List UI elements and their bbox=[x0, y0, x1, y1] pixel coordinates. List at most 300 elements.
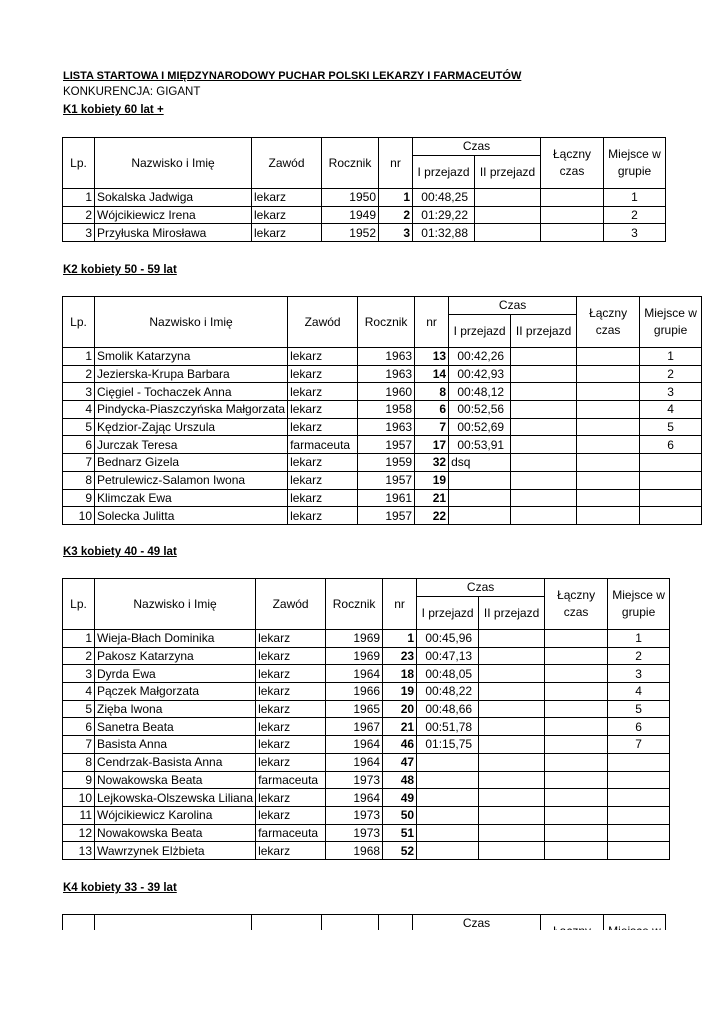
table-row bbox=[63, 771, 670, 789]
table-row bbox=[63, 806, 670, 824]
cell-job: lekarz bbox=[288, 348, 358, 366]
cell-job: lekarz bbox=[256, 806, 326, 824]
cell-place: 5 bbox=[608, 700, 670, 718]
header-lp: Lp. bbox=[63, 138, 95, 189]
cell-total bbox=[545, 718, 608, 736]
cell-total bbox=[545, 700, 608, 718]
cell-run2 bbox=[511, 401, 577, 419]
header-run2: II przejazd bbox=[479, 597, 545, 630]
cell-lp: 2 bbox=[63, 647, 95, 665]
cell-name: Dyrda Ewa bbox=[95, 665, 256, 683]
header-place: Miejsce w grupie bbox=[608, 579, 670, 630]
cell-year: 1963 bbox=[358, 418, 415, 436]
cell-name: Cięgiel - Tochaczek Anna bbox=[95, 383, 288, 401]
cell-year: 1958 bbox=[358, 401, 415, 419]
cell-run2 bbox=[511, 348, 577, 366]
results-table bbox=[62, 137, 666, 242]
cell-job: lekarz bbox=[252, 189, 322, 207]
section-title: K3 kobiety 40 - 49 lat bbox=[63, 546, 177, 558]
cell-name: Jurczak Teresa bbox=[95, 436, 288, 454]
cell-year: 1973 bbox=[326, 806, 383, 824]
cell-total bbox=[545, 789, 608, 807]
cell-job: lekarz bbox=[252, 206, 322, 224]
cell-run1: 00:53,91 bbox=[449, 436, 511, 454]
cell-place: 1 bbox=[604, 189, 666, 207]
cell-place: 5 bbox=[640, 418, 702, 436]
results-table bbox=[62, 296, 702, 525]
cell-run1 bbox=[417, 771, 479, 789]
cell-run2 bbox=[479, 806, 545, 824]
cell-place bbox=[608, 753, 670, 771]
header-run2: II przejazd bbox=[511, 315, 577, 348]
cell-name: Wójcikiewicz Karolina bbox=[95, 806, 256, 824]
cell-run1 bbox=[449, 471, 511, 489]
cell-place: 3 bbox=[604, 224, 666, 242]
cell-nr: 48 bbox=[383, 771, 417, 789]
cell-job: lekarz bbox=[256, 630, 326, 648]
header-name: Nazwisko i Imię bbox=[95, 138, 252, 189]
cell-job: lekarz bbox=[288, 507, 358, 525]
cell-lp: 4 bbox=[63, 683, 95, 701]
cell-nr: 13 bbox=[415, 348, 449, 366]
table-row bbox=[63, 224, 666, 242]
cell-lp: 11 bbox=[63, 806, 95, 824]
cell-run1: 00:45,96 bbox=[417, 630, 479, 648]
cell-run2 bbox=[479, 771, 545, 789]
table-row bbox=[63, 436, 702, 454]
header-lp: Lp. bbox=[63, 297, 95, 348]
cell-run1: 01:32,88 bbox=[413, 224, 475, 242]
cell-name: Petrulewicz-Salamon Iwona bbox=[95, 471, 288, 489]
cell-year: 1964 bbox=[326, 789, 383, 807]
cell-run2 bbox=[511, 383, 577, 401]
cell-nr: 3 bbox=[379, 224, 413, 242]
header-job: Zawód bbox=[252, 138, 322, 189]
cell-place: 2 bbox=[640, 365, 702, 383]
cell-job: lekarz bbox=[256, 683, 326, 701]
competition-label: KONKURENCJA: GIGANT bbox=[63, 86, 201, 98]
cell-year: 1968 bbox=[326, 842, 383, 860]
cell-run1: 00:48,05 bbox=[417, 665, 479, 683]
cell-place: 3 bbox=[608, 665, 670, 683]
header-run1: I przejazd bbox=[413, 156, 475, 189]
cell-nr: 21 bbox=[415, 489, 449, 507]
cell-place: 6 bbox=[640, 436, 702, 454]
cell-lp: 8 bbox=[63, 753, 95, 771]
cell-lp: 10 bbox=[63, 789, 95, 807]
cell-run1: 00:42,26 bbox=[449, 348, 511, 366]
table-row bbox=[63, 348, 702, 366]
cell-total bbox=[545, 824, 608, 842]
cell-run2 bbox=[475, 189, 541, 207]
cell-run2 bbox=[479, 683, 545, 701]
header-czas: Czas bbox=[413, 138, 541, 156]
header-year: Rocznik bbox=[358, 297, 415, 348]
table-row bbox=[63, 189, 666, 207]
header-nr: nr bbox=[383, 579, 417, 630]
cell-run2 bbox=[511, 454, 577, 472]
cell-run1: 00:51,78 bbox=[417, 718, 479, 736]
cell-year: 1952 bbox=[322, 224, 379, 242]
cell-name: Pindycka-Piaszczyńska Małgorzata bbox=[95, 401, 288, 419]
cell-total bbox=[577, 365, 640, 383]
cell-year: 1957 bbox=[358, 507, 415, 525]
cell-name: Basista Anna bbox=[95, 736, 256, 754]
table-row bbox=[63, 647, 670, 665]
cell-nr: 46 bbox=[383, 736, 417, 754]
header-place: Miejsce w grupie bbox=[604, 138, 666, 189]
cell-total bbox=[545, 665, 608, 683]
cell-total bbox=[577, 436, 640, 454]
cell-place bbox=[640, 507, 702, 525]
cell-lp: 2 bbox=[63, 365, 95, 383]
cell-lp: 9 bbox=[63, 771, 95, 789]
cell-lp: 3 bbox=[63, 224, 95, 242]
cell-year: 1960 bbox=[358, 383, 415, 401]
cell-run1: 00:42,93 bbox=[449, 365, 511, 383]
cell-lp: 1 bbox=[63, 630, 95, 648]
cell-year: 1961 bbox=[358, 489, 415, 507]
cell-total bbox=[545, 630, 608, 648]
cell-run2 bbox=[479, 700, 545, 718]
cell-total bbox=[577, 401, 640, 419]
table-row bbox=[63, 789, 670, 807]
header-nr: nr bbox=[415, 297, 449, 348]
cell-job: lekarz bbox=[256, 647, 326, 665]
cell-run2 bbox=[479, 647, 545, 665]
cell-run1 bbox=[417, 789, 479, 807]
cell-nr: 18 bbox=[383, 665, 417, 683]
header-name: Nazwisko i Imię bbox=[95, 297, 288, 348]
cell-total bbox=[541, 206, 604, 224]
cell-name: Sanetra Beata bbox=[95, 718, 256, 736]
header-row bbox=[63, 579, 670, 597]
table-row bbox=[63, 418, 702, 436]
cell-name: Klimczak Ewa bbox=[95, 489, 288, 507]
header-czas: Czas bbox=[417, 579, 545, 597]
cell-place bbox=[608, 806, 670, 824]
cell-run1 bbox=[449, 507, 511, 525]
header-lp: Lp. bbox=[63, 579, 95, 630]
cell-run1: 01:15,75 bbox=[417, 736, 479, 754]
cell-lp: 4 bbox=[63, 401, 95, 419]
cell-name: Cendrzak-Basista Anna bbox=[95, 753, 256, 771]
cell-name: Bednarz Gizela bbox=[95, 454, 288, 472]
cell-year: 1973 bbox=[326, 771, 383, 789]
cell-name: Przyłuska Mirosława bbox=[95, 224, 252, 242]
cell-total bbox=[577, 454, 640, 472]
table-row bbox=[63, 753, 670, 771]
cell-total bbox=[541, 189, 604, 207]
cell-lp: 5 bbox=[63, 700, 95, 718]
cell-place: 1 bbox=[608, 630, 670, 648]
cell-place: 4 bbox=[640, 401, 702, 419]
cell-name: Nowakowska Beata bbox=[95, 771, 256, 789]
cell-job: lekarz bbox=[256, 789, 326, 807]
cell-run2 bbox=[479, 842, 545, 860]
cell-lp: 9 bbox=[63, 489, 95, 507]
cell-name: Jezierska-Krupa Barbara bbox=[95, 365, 288, 383]
cell-place: 7 bbox=[608, 736, 670, 754]
cell-run1: 01:29,22 bbox=[413, 206, 475, 224]
cell-total bbox=[545, 647, 608, 665]
table-row bbox=[63, 507, 702, 525]
cell-run1 bbox=[449, 489, 511, 507]
cell-run2 bbox=[511, 507, 577, 525]
cell-name: Nowakowska Beata bbox=[95, 824, 256, 842]
page-cutoff bbox=[0, 930, 725, 1024]
cell-nr: 7 bbox=[415, 418, 449, 436]
cell-run2 bbox=[479, 630, 545, 648]
cell-year: 1965 bbox=[326, 700, 383, 718]
table-row bbox=[63, 454, 702, 472]
cell-nr: 22 bbox=[415, 507, 449, 525]
cell-run1 bbox=[417, 842, 479, 860]
cell-lp: 1 bbox=[63, 348, 95, 366]
table-row bbox=[63, 824, 670, 842]
cell-total bbox=[545, 806, 608, 824]
cell-run1: 00:52,69 bbox=[449, 418, 511, 436]
cell-name: Wójcikiewicz Irena bbox=[95, 206, 252, 224]
cell-run1: 00:48,12 bbox=[449, 383, 511, 401]
cell-nr: 23 bbox=[383, 647, 417, 665]
cell-job: farmaceuta bbox=[256, 824, 326, 842]
cell-total bbox=[577, 489, 640, 507]
cell-job: lekarz bbox=[288, 383, 358, 401]
header-total: Łączny czas bbox=[545, 579, 608, 630]
table-row bbox=[63, 471, 702, 489]
cell-nr: 2 bbox=[379, 206, 413, 224]
cell-name: Kędzior-Zając Urszula bbox=[95, 418, 288, 436]
table-row bbox=[63, 700, 670, 718]
cell-year: 1969 bbox=[326, 630, 383, 648]
cell-year: 1967 bbox=[326, 718, 383, 736]
cell-name: Wawrzynek Elżbieta bbox=[95, 842, 256, 860]
cell-run2 bbox=[511, 418, 577, 436]
cell-run2 bbox=[511, 436, 577, 454]
cell-nr: 6 bbox=[415, 401, 449, 419]
cell-job: lekarz bbox=[256, 665, 326, 683]
cell-lp: 13 bbox=[63, 842, 95, 860]
cell-place: 2 bbox=[604, 206, 666, 224]
cell-nr: 47 bbox=[383, 753, 417, 771]
header-place: Miejsce w grupie bbox=[640, 297, 702, 348]
table-row bbox=[63, 736, 670, 754]
cell-run1: 00:47,13 bbox=[417, 647, 479, 665]
table-row bbox=[63, 718, 670, 736]
cell-total bbox=[545, 753, 608, 771]
table-row bbox=[63, 665, 670, 683]
cell-place bbox=[608, 789, 670, 807]
cell-name: Zięba Iwona bbox=[95, 700, 256, 718]
header-czas: Czas bbox=[413, 915, 541, 933]
cell-run2 bbox=[475, 224, 541, 242]
cell-place bbox=[640, 454, 702, 472]
cell-run2 bbox=[479, 753, 545, 771]
cell-year: 1964 bbox=[326, 736, 383, 754]
cell-job: lekarz bbox=[256, 842, 326, 860]
cell-name: Smolik Katarzyna bbox=[95, 348, 288, 366]
cell-nr: 1 bbox=[379, 189, 413, 207]
cell-year: 1957 bbox=[358, 471, 415, 489]
cell-year: 1950 bbox=[322, 189, 379, 207]
header-run2: II przejazd bbox=[475, 156, 541, 189]
cell-total bbox=[577, 383, 640, 401]
cell-lp: 7 bbox=[63, 736, 95, 754]
cell-place bbox=[608, 842, 670, 860]
cell-place bbox=[608, 824, 670, 842]
cell-year: 1969 bbox=[326, 647, 383, 665]
header-name: Nazwisko i Imię bbox=[95, 579, 256, 630]
cell-job: lekarz bbox=[288, 489, 358, 507]
cell-nr: 19 bbox=[383, 683, 417, 701]
cell-job: farmaceuta bbox=[256, 771, 326, 789]
header-nr: nr bbox=[379, 138, 413, 189]
cell-total bbox=[541, 224, 604, 242]
header-row bbox=[63, 297, 702, 315]
cell-run2 bbox=[511, 471, 577, 489]
cell-run2 bbox=[479, 718, 545, 736]
cell-lp: 1 bbox=[63, 189, 95, 207]
cell-total bbox=[577, 507, 640, 525]
header-total: Łączny czas bbox=[541, 138, 604, 189]
cell-year: 1959 bbox=[358, 454, 415, 472]
header-run1: I przejazd bbox=[449, 315, 511, 348]
section-title: K2 kobiety 50 - 59 lat bbox=[63, 264, 177, 276]
cell-nr: 21 bbox=[383, 718, 417, 736]
cell-nr: 17 bbox=[415, 436, 449, 454]
cell-lp: 8 bbox=[63, 471, 95, 489]
cell-lp: 6 bbox=[63, 436, 95, 454]
header-year: Rocznik bbox=[326, 579, 383, 630]
cell-lp: 12 bbox=[63, 824, 95, 842]
cell-job: lekarz bbox=[288, 365, 358, 383]
cell-name: Lejkowska-Olszewska Liliana bbox=[95, 789, 256, 807]
cell-job: lekarz bbox=[252, 224, 322, 242]
header-total: Łączny czas bbox=[577, 297, 640, 348]
cell-job: lekarz bbox=[288, 401, 358, 419]
table-row bbox=[63, 489, 702, 507]
cell-place: 4 bbox=[608, 683, 670, 701]
cell-nr: 20 bbox=[383, 700, 417, 718]
cell-place: 6 bbox=[608, 718, 670, 736]
cell-nr: 52 bbox=[383, 842, 417, 860]
header-job: Zawód bbox=[288, 297, 358, 348]
cell-total bbox=[545, 736, 608, 754]
cell-run2 bbox=[511, 489, 577, 507]
cell-place: 1 bbox=[640, 348, 702, 366]
cell-run1: 00:52,56 bbox=[449, 401, 511, 419]
cell-run2 bbox=[479, 824, 545, 842]
cell-nr: 14 bbox=[415, 365, 449, 383]
cell-job: lekarz bbox=[256, 700, 326, 718]
cell-job: lekarz bbox=[256, 753, 326, 771]
table-row bbox=[63, 206, 666, 224]
table-row bbox=[63, 630, 670, 648]
header-czas: Czas bbox=[449, 297, 577, 315]
cell-run1: dsq bbox=[449, 454, 511, 472]
cell-lp: 10 bbox=[63, 507, 95, 525]
cell-lp: 2 bbox=[63, 206, 95, 224]
cell-place bbox=[640, 471, 702, 489]
cell-nr: 50 bbox=[383, 806, 417, 824]
table-row bbox=[63, 383, 702, 401]
cell-place bbox=[640, 489, 702, 507]
cell-year: 1964 bbox=[326, 665, 383, 683]
section-title: K1 kobiety 60 lat + bbox=[63, 104, 164, 116]
cell-total bbox=[577, 418, 640, 436]
cell-run1 bbox=[417, 824, 479, 842]
cell-year: 1966 bbox=[326, 683, 383, 701]
cell-run2 bbox=[479, 736, 545, 754]
cell-name: Pakosz Katarzyna bbox=[95, 647, 256, 665]
cell-job: farmaceuta bbox=[288, 436, 358, 454]
table-row bbox=[63, 365, 702, 383]
cell-run1: 00:48,25 bbox=[413, 189, 475, 207]
cell-run1 bbox=[417, 753, 479, 771]
cell-job: lekarz bbox=[288, 454, 358, 472]
header-run1: I przejazd bbox=[417, 597, 479, 630]
cell-nr: 32 bbox=[415, 454, 449, 472]
cell-job: lekarz bbox=[256, 718, 326, 736]
cell-run1 bbox=[417, 806, 479, 824]
cell-run2 bbox=[479, 789, 545, 807]
section-title: K4 kobiety 33 - 39 lat bbox=[63, 882, 177, 894]
cell-lp: 7 bbox=[63, 454, 95, 472]
cell-job: lekarz bbox=[288, 471, 358, 489]
cell-name: Wieja-Błach Dominika bbox=[95, 630, 256, 648]
table-row bbox=[63, 683, 670, 701]
cell-nr: 19 bbox=[415, 471, 449, 489]
results-table bbox=[62, 578, 670, 860]
cell-job: lekarz bbox=[288, 418, 358, 436]
cell-place bbox=[608, 771, 670, 789]
cell-name: Solecka Julitta bbox=[95, 507, 288, 525]
cell-year: 1973 bbox=[326, 824, 383, 842]
cell-run2 bbox=[475, 206, 541, 224]
cell-lp: 3 bbox=[63, 383, 95, 401]
cell-nr: 49 bbox=[383, 789, 417, 807]
cell-nr: 1 bbox=[383, 630, 417, 648]
cell-job: lekarz bbox=[256, 736, 326, 754]
table-row bbox=[63, 401, 702, 419]
cell-place: 2 bbox=[608, 647, 670, 665]
cell-total bbox=[577, 471, 640, 489]
header-row bbox=[63, 138, 666, 156]
cell-run1: 00:48,66 bbox=[417, 700, 479, 718]
cell-year: 1963 bbox=[358, 365, 415, 383]
cell-run2 bbox=[511, 365, 577, 383]
cell-lp: 6 bbox=[63, 718, 95, 736]
cell-total bbox=[545, 842, 608, 860]
cell-total bbox=[577, 348, 640, 366]
document-title: LISTA STARTOWA I MIĘDZYNARODOWY PUCHAR POLSKI LEKARZY I FARMACEUTÓW bbox=[63, 70, 522, 82]
cell-name: Pączek Małgorzata bbox=[95, 683, 256, 701]
cell-year: 1957 bbox=[358, 436, 415, 454]
cell-nr: 51 bbox=[383, 824, 417, 842]
cell-total bbox=[545, 683, 608, 701]
cell-run1: 00:48,22 bbox=[417, 683, 479, 701]
cell-nr: 8 bbox=[415, 383, 449, 401]
cell-lp: 3 bbox=[63, 665, 95, 683]
cell-year: 1949 bbox=[322, 206, 379, 224]
cell-place: 3 bbox=[640, 383, 702, 401]
cell-total bbox=[545, 771, 608, 789]
header-year: Rocznik bbox=[322, 138, 379, 189]
cell-run2 bbox=[479, 665, 545, 683]
table-row bbox=[63, 842, 670, 860]
cell-lp: 5 bbox=[63, 418, 95, 436]
